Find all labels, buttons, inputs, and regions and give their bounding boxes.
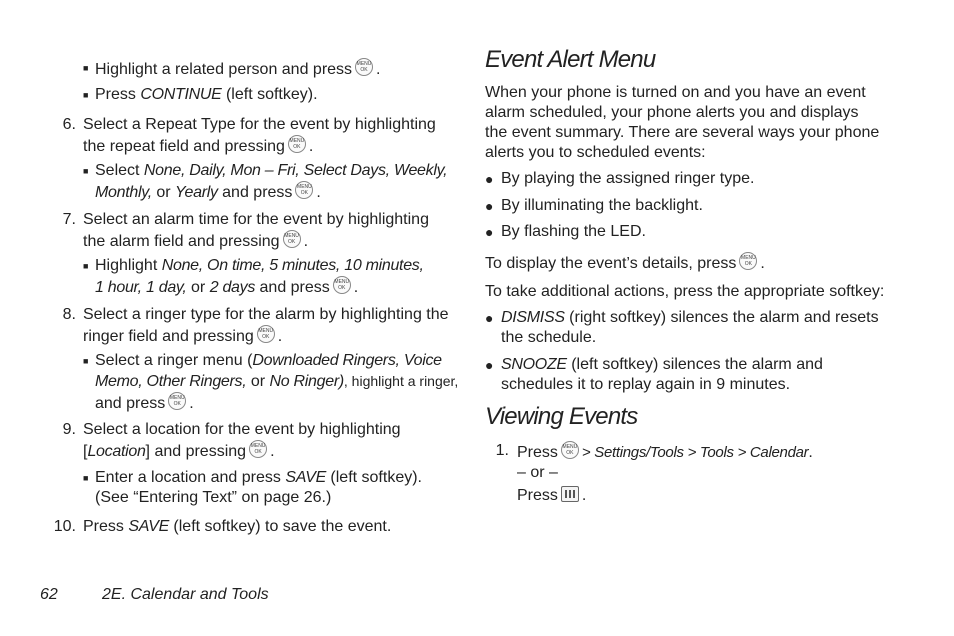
option-list: None, On time, 5 minutes, 10 minutes, <box>161 257 424 274</box>
text: Select a ringer menu ( <box>95 352 253 369</box>
step-number: 7. <box>62 211 76 228</box>
paragraph-actions <box>485 282 915 302</box>
menu-ok-key-icon <box>333 276 351 294</box>
text: or <box>156 184 171 201</box>
menu-path: > Settings/Tools > Tools > Calendar <box>581 444 809 461</box>
text: When your phone is turned on and you have an event <box>485 84 866 101</box>
text: Select a location for the event by highlighting <box>83 421 401 438</box>
text: Select a Repeat Type for the event by highlighting <box>83 116 436 133</box>
text: Press <box>83 518 124 535</box>
text: and press <box>95 395 166 412</box>
menu-ok-key-icon <box>739 252 757 270</box>
text: – or – <box>517 464 558 481</box>
text: or <box>191 279 206 296</box>
menu-ok-key-icon <box>355 58 373 76</box>
page-number: 62 <box>40 586 58 603</box>
text: and press <box>222 184 293 201</box>
menu-ok-key-icon <box>257 325 275 343</box>
option-list: No Ringer) <box>269 373 344 390</box>
paragraph-intro <box>485 83 915 163</box>
option-list: 1 hour, 1 day, <box>95 279 187 296</box>
text: Press <box>517 444 558 461</box>
menu-ok-key-icon <box>561 441 579 459</box>
softkey-label: SNOOZE <box>501 356 567 373</box>
text: (See “Entering Text” on page 26.) <box>95 489 332 506</box>
text: By playing the assigned ringer type. <box>501 170 755 187</box>
menu-ok-key-icon <box>168 392 186 410</box>
menu-ok-key-icon <box>283 230 301 248</box>
text: To take additional actions, press the appropriate softkey: <box>485 283 885 300</box>
option-list: Downloaded Ringers, Voice <box>252 352 442 369</box>
calendar-key-icon <box>561 486 579 502</box>
text: or <box>250 373 266 390</box>
text: the event summary. There are several ways your phone <box>485 124 880 141</box>
bullet-icon: ● <box>485 357 494 373</box>
bullet-icon: ● <box>485 224 494 240</box>
bullet-icon: ● <box>485 310 494 326</box>
text: (left softkey). <box>225 86 318 103</box>
text: and press <box>259 279 330 296</box>
text: [ <box>83 443 88 460</box>
text: ringer field and pressing <box>83 328 254 345</box>
text: Highlight <box>95 257 158 274</box>
softkey-label: SAVE <box>285 469 326 486</box>
softkey-label: DISMISS <box>501 309 565 326</box>
option-list: Memo, Other Ringers, <box>95 373 247 390</box>
text: Highlight a related person and press <box>95 61 353 78</box>
text: Enter a location and press <box>95 469 281 486</box>
text: Select a ringer type for the alarm by highlighting the <box>83 306 449 323</box>
step-number: 1. <box>495 442 509 459</box>
bullet-icon: ● <box>485 171 494 187</box>
heading-event-alert-menu: Event Alert Menu <box>485 46 656 73</box>
step-number: 8. <box>62 306 76 323</box>
text: To display the event’s details, press <box>485 255 737 272</box>
text: schedules it to replay again in 9 minutes. <box>501 376 791 393</box>
menu-ok-key-icon <box>295 181 313 199</box>
text: Press <box>95 86 136 103</box>
text: the repeat field and pressing <box>83 138 285 155</box>
text: Select <box>95 162 140 179</box>
text: ] and pressing <box>145 443 247 460</box>
option-list: Yearly <box>175 184 218 201</box>
text: By flashing the LED. <box>501 223 646 240</box>
text: (right softkey) silences the alarm and resets <box>569 309 879 326</box>
text: alerts you to scheduled events: <box>485 144 706 161</box>
step-number: 10. <box>53 518 76 535</box>
text: , highlight a ringer, <box>343 373 459 389</box>
text: (left softkey). <box>330 469 422 486</box>
field-name: Location <box>87 443 146 460</box>
step-number: 9. <box>62 421 76 438</box>
text: By illuminating the backlight. <box>501 197 703 214</box>
paragraph-details: To display the event’s details, pressMENU OK . <box>485 252 915 274</box>
menu-ok-key-icon <box>249 440 267 458</box>
text: the schedule. <box>501 329 597 346</box>
softkey-label: CONTINUE <box>140 86 222 103</box>
section-title: 2E. Calendar and Tools <box>102 586 269 603</box>
softkey-label: SAVE <box>128 518 169 535</box>
text: Select an alarm time for the event by highlighting <box>83 211 429 228</box>
menu-ok-key-icon <box>288 135 306 153</box>
option-list: Monthly, <box>95 184 152 201</box>
text: (left softkey) to save the event. <box>173 518 392 535</box>
heading-viewing-events: Viewing Events <box>485 403 638 430</box>
option-list: 2 days <box>209 279 256 296</box>
step-number: 6. <box>62 116 76 133</box>
text: (left softkey) silences the alarm and <box>571 356 823 373</box>
text: Press <box>517 487 558 504</box>
bullet-icon: ● <box>485 198 494 214</box>
option-list: None, Daily, Mon – Fri, Select Days, Weekly, <box>143 162 448 179</box>
text: the alarm field and pressing <box>83 233 280 250</box>
text: alarm scheduled, your phone alerts you and displays <box>485 104 859 121</box>
